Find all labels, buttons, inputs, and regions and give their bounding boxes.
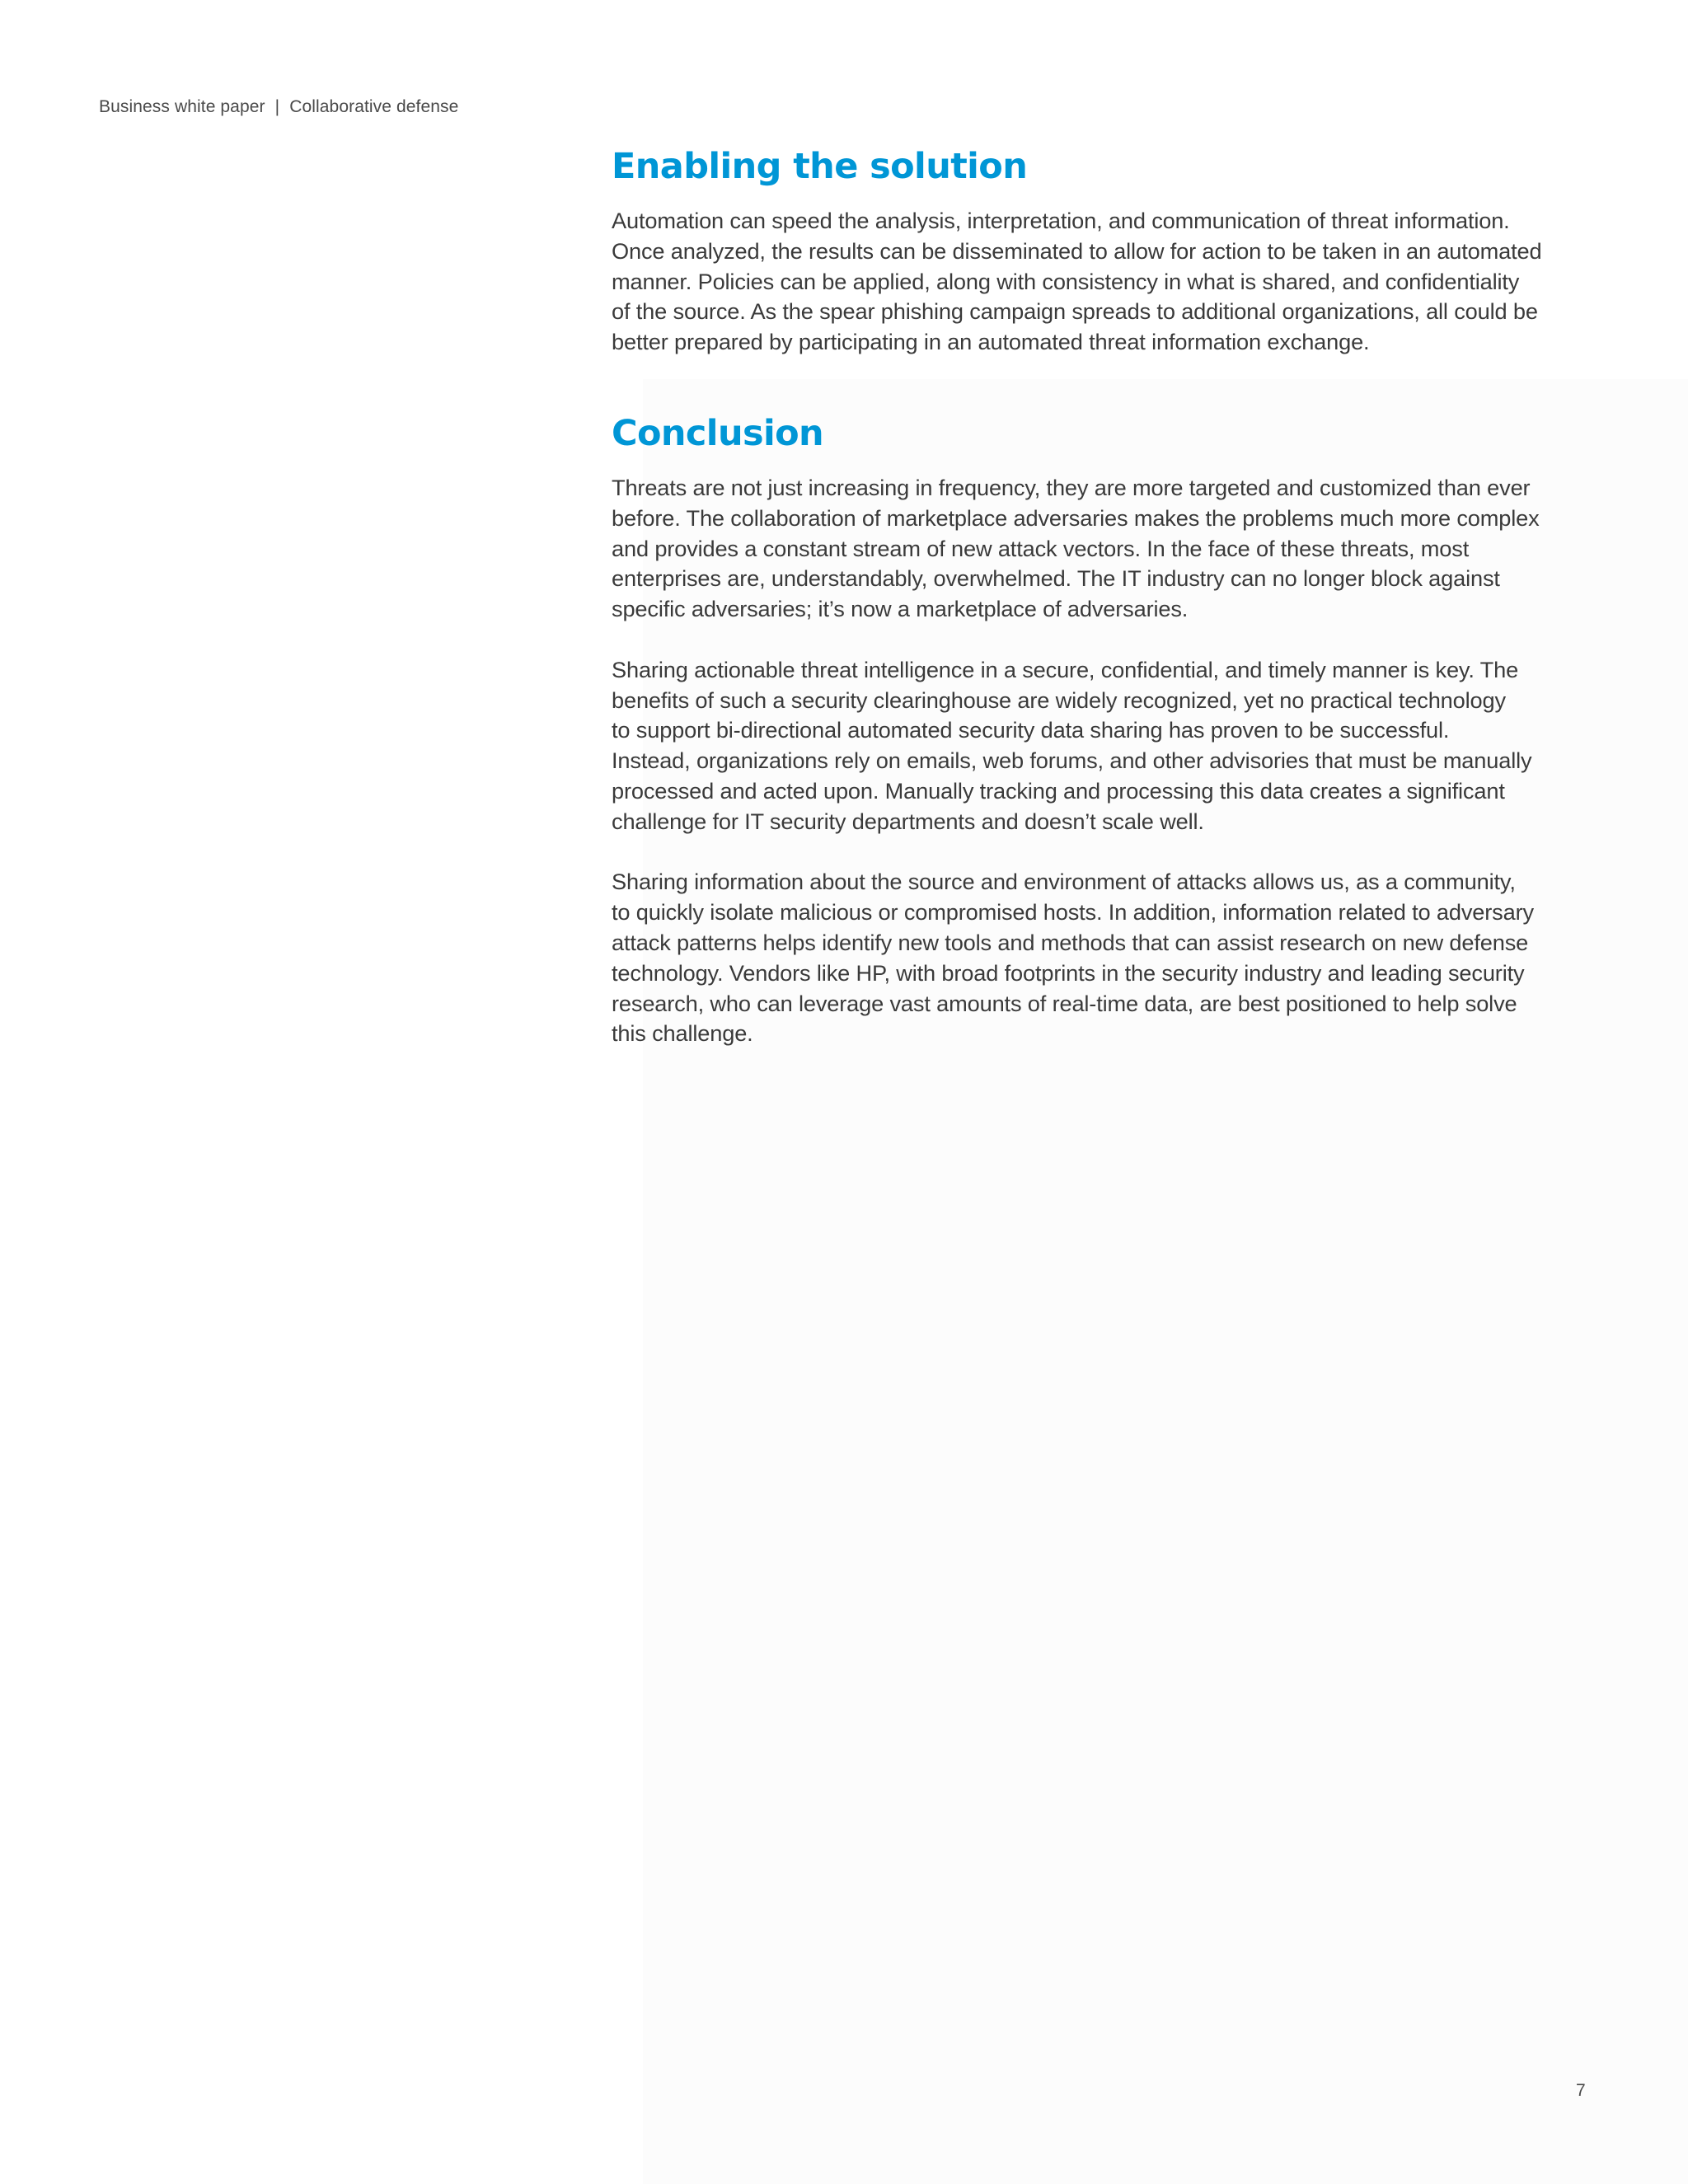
paragraph-conclusion-3: Sharing information about the source and environment of attacks allows us, as a community, to quickly isolate malicious or compromised hosts. In addition, information related to adversary attack patterns helps identify new tools and methods that can assist research on new defense technology. Vendors like HP, with broad footprints in the security industry and leading security research, who can leverage vast amounts of real-time data, are best positioned to help solve this challenge.: [612, 869, 1534, 1047]
paragraph-conclusion-2: Sharing actionable threat intelligence in a secure, confidential, and timely manner is key. The benefits of such a security clearinghouse are widely recognized, yet no practical technology to support bi-directional automated security data sharing has proven to be successful. Instead, organizations rely on emails, web forums, and other advisories that must be manually processed and acted upon. Manually tracking and processing this data creates a significant challenge for IT security departments and doesn’t scale well.: [612, 656, 1532, 834]
section-title-enabling-the-solution: Enabling the solution: [612, 146, 1028, 187]
section-title-conclusion: Conclusion: [612, 412, 824, 454]
paragraph-enabling-1: Automation can speed the analysis, interpretation, and communication of threat information. Once analyzed, the results can be disseminated to allow for action to be taken in an automated manner. Policies can be applied, along with consistency in what is shared, and confidentiality of the source. As the spear phishing campaign spreads to additional organizations, all could be better prepared by participating in an automated threat information exchange.: [612, 208, 1542, 355]
running-header: [99, 97, 458, 117]
main-content: [612, 142, 1592, 1049]
header-separator: |: [274, 97, 280, 116]
page-number: 7: [1576, 2081, 1586, 2100]
header-doc-type: Business white paper: [99, 97, 265, 116]
header-doc-title: Collaborative defense: [289, 97, 459, 116]
paragraph-conclusion-1: Threats are not just increasing in frequency, they are more targeted and customized than ever before. The collaboration of marketplace adversaries makes the problems much more complex and provides a constant stream of new attack vectors. In the face of these threats, most enterprises are, understandably, overwhelmed. The IT industry can no longer block against specific adversaries; it’s now a marketplace of adversaries.: [612, 474, 1540, 622]
